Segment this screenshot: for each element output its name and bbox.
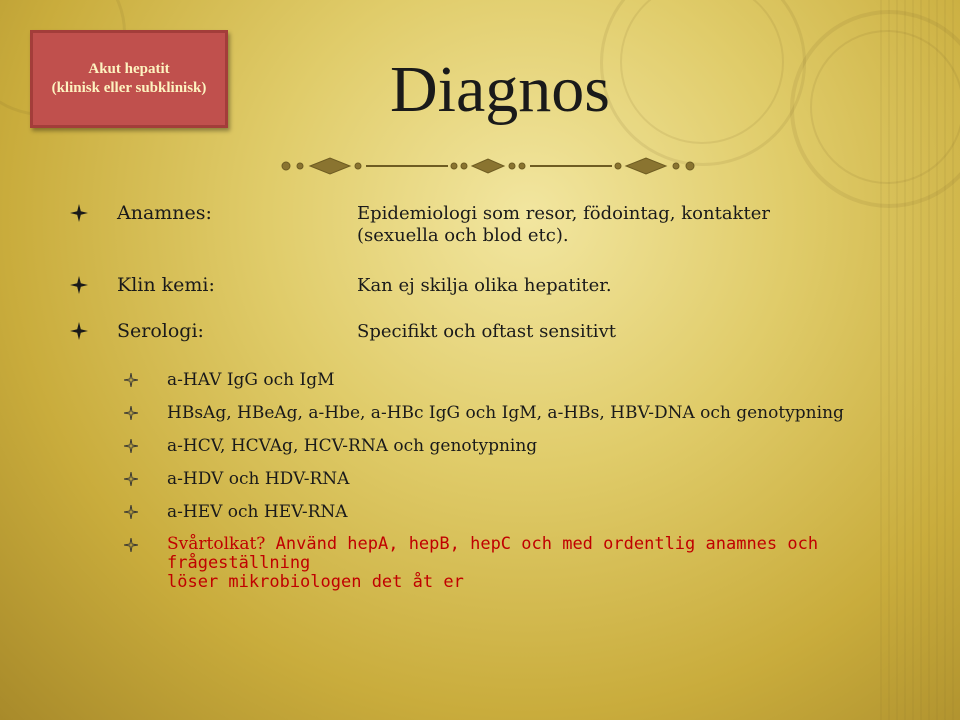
serology-item: a-HAV IgG och IgM: [167, 370, 335, 390]
row-label: Anamnes:: [117, 202, 212, 224]
four-point-star-icon: [70, 276, 88, 294]
four-point-star-icon: [124, 373, 138, 387]
decorative-texture: [880, 0, 960, 720]
four-point-star-icon: [124, 472, 138, 486]
note-prefix: Svårtolkat?: [167, 534, 266, 554]
four-point-star-icon: [70, 322, 88, 340]
serology-item: a-HEV och HEV-RNA: [167, 502, 348, 522]
note-line-2: löser mikrobiologen det åt er: [167, 572, 464, 592]
four-point-star-icon: [70, 204, 88, 222]
row-value: Epidemiologi som resor, födointag, kontakter (sexuella och blod etc).: [357, 203, 770, 246]
badge-line-1: Akut hepatit: [88, 61, 170, 77]
serology-item: HBsAg, HBeAg, a-Hbe, a-HBc IgG och IgM, a-HBs, HBV-DNA och genotypning: [167, 403, 844, 423]
row-label: Serologi:: [117, 320, 204, 342]
four-point-star-icon: [124, 538, 138, 552]
serology-item: a-HCV, HCVAg, HCV-RNA och genotypning: [167, 436, 538, 456]
four-point-star-icon: [124, 406, 138, 420]
serology-item: a-HDV och HDV-RNA: [167, 469, 350, 489]
interpretation-note: [167, 535, 937, 592]
row-value: Specifikt och oftast sensitivt: [357, 321, 616, 342]
note-line-1: Använd hepA, hepB, hepC och med ordentlig anamnes och frågeställning: [167, 534, 819, 573]
badge-line-2: (klinisk eller subklinisk): [51, 80, 207, 96]
ornament-divider-icon: [278, 154, 698, 178]
slide-title: Diagnos: [390, 53, 610, 126]
topic-badge: [30, 30, 228, 128]
four-point-star-icon: [124, 505, 138, 519]
four-point-star-icon: [124, 439, 138, 453]
row-value: Kan ej skilja olika hepatiter.: [357, 275, 612, 296]
row-label: Klin kemi:: [117, 274, 215, 296]
